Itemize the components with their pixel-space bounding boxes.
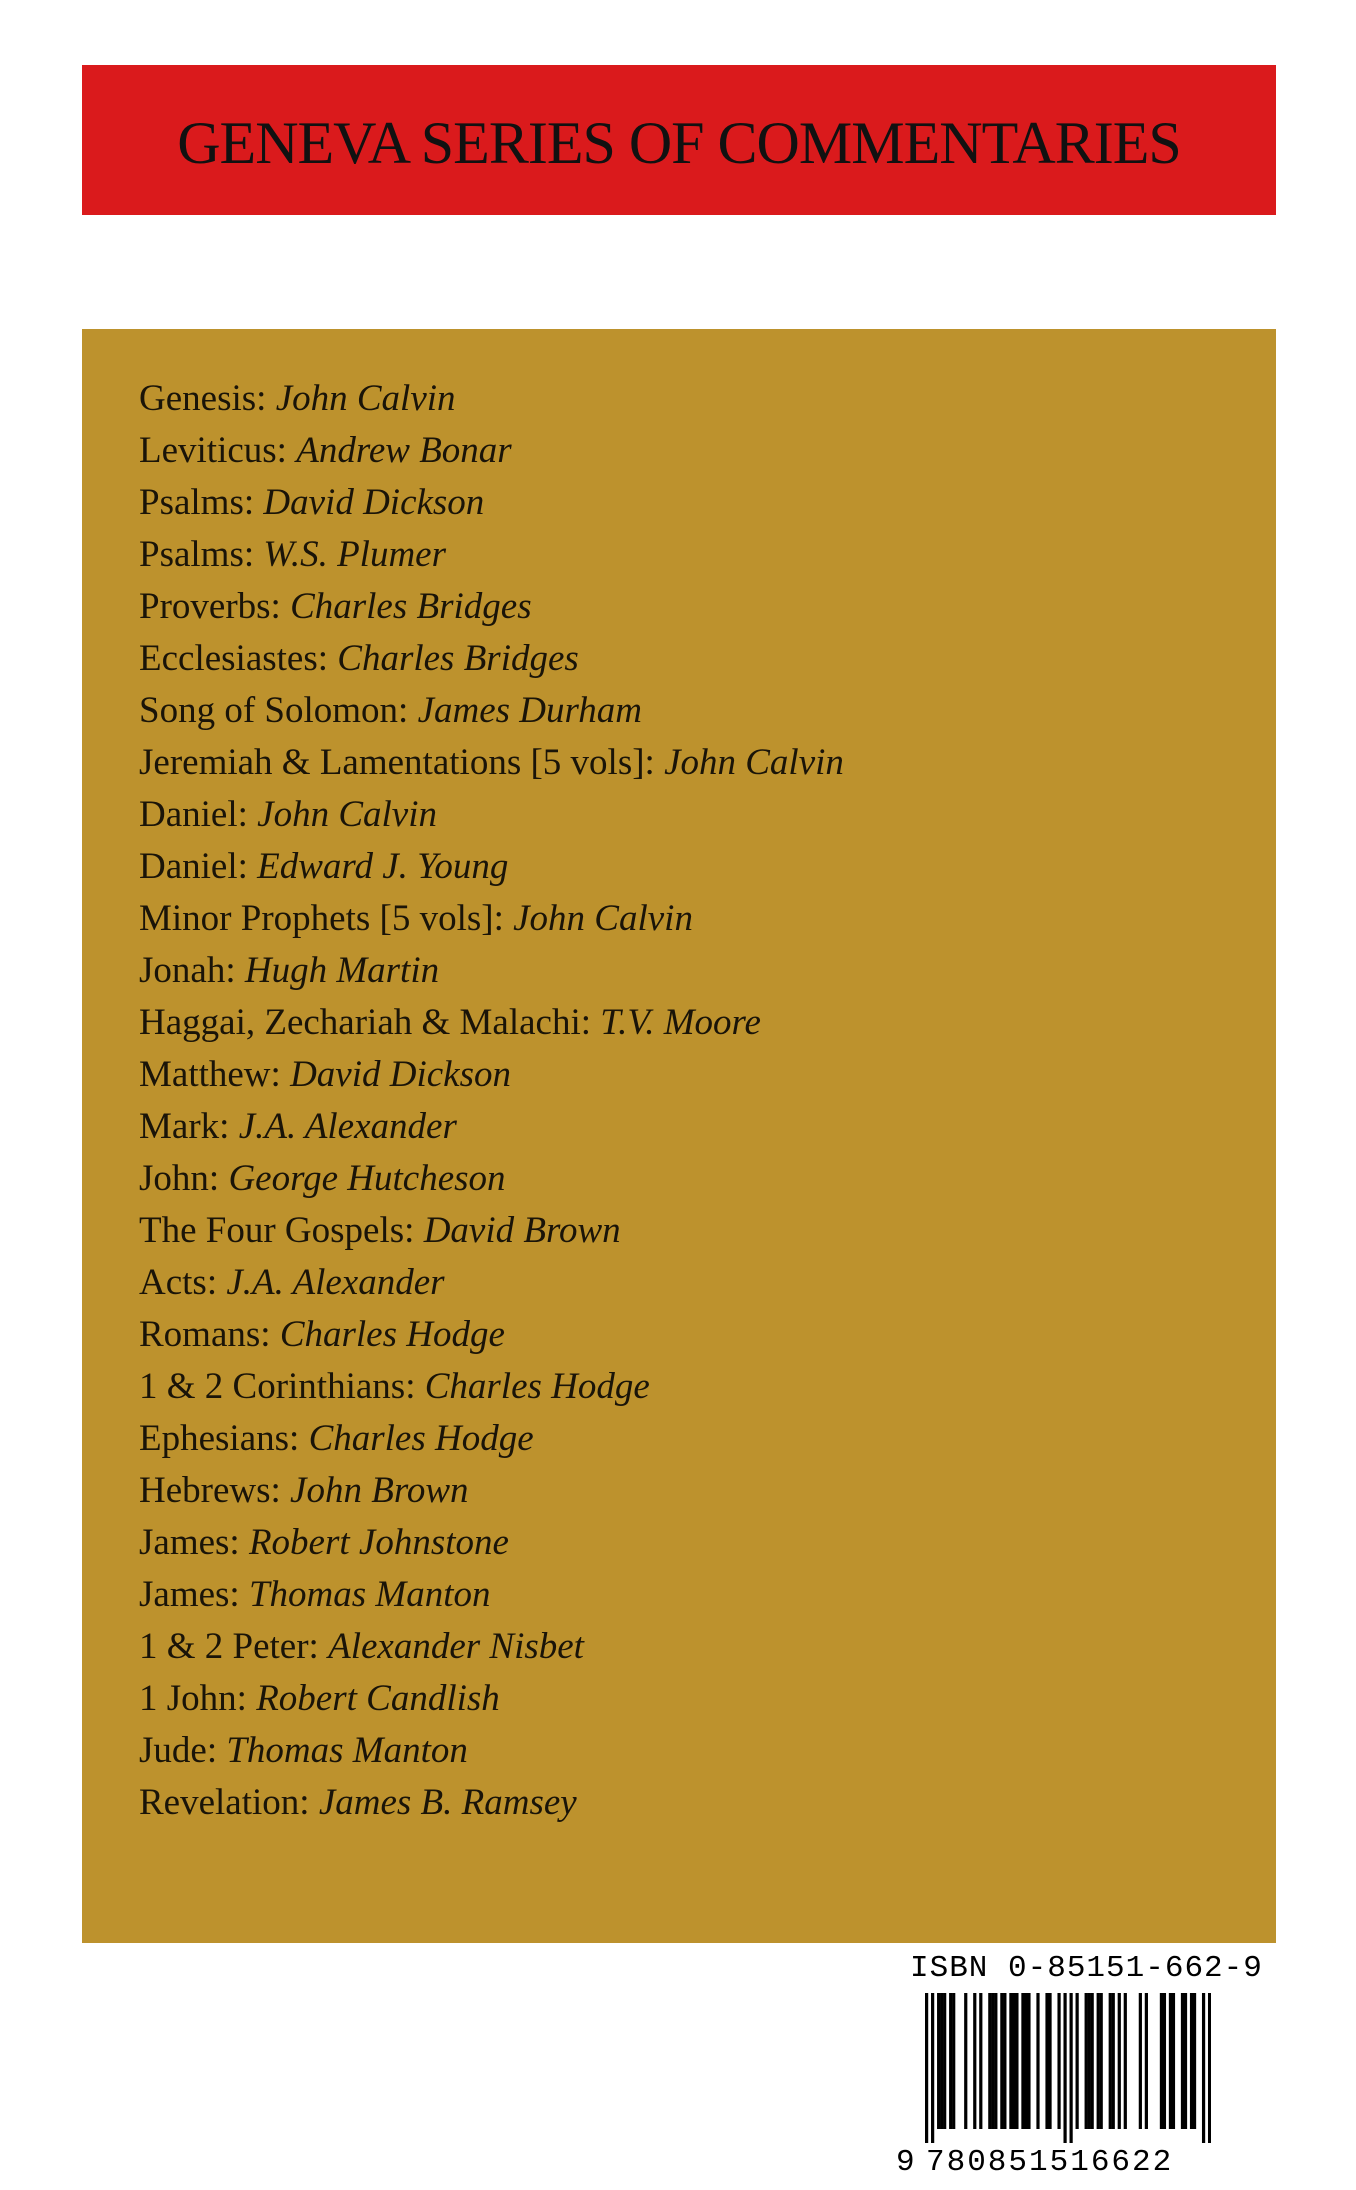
book-name: Jude: bbox=[139, 1730, 218, 1771]
barcode-bar bbox=[979, 1993, 982, 2129]
barcode-bar bbox=[1024, 1993, 1027, 2129]
barcode-bar bbox=[1172, 1993, 1175, 2129]
barcode-bar bbox=[1190, 1993, 1193, 2129]
barcode-bar bbox=[943, 1993, 946, 2129]
barcode-bar bbox=[1160, 1993, 1163, 2129]
commentary-entry bbox=[139, 997, 844, 1049]
book-name: Revelation: bbox=[139, 1782, 310, 1823]
book-name: Jeremiah & Lamentations [5 vols]: bbox=[139, 742, 655, 783]
author-name: John Calvin bbox=[513, 898, 693, 939]
title-banner bbox=[82, 65, 1276, 215]
barcode-bar bbox=[1163, 1993, 1166, 2129]
author-name: Robert Johnstone bbox=[248, 1522, 509, 1563]
barcode-bar bbox=[1100, 1993, 1103, 2129]
author-name: Edward J. Young bbox=[257, 846, 509, 887]
author-name: George Hutcheson bbox=[228, 1158, 506, 1199]
author-name: Robert Candlish bbox=[256, 1678, 500, 1719]
book-name: 1 & 2 Corinthians: bbox=[139, 1366, 416, 1407]
commentary-entry bbox=[139, 945, 844, 997]
book-name: Genesis: bbox=[139, 378, 267, 419]
author-name: Thomas Manton bbox=[248, 1574, 491, 1615]
commentary-entry bbox=[139, 581, 844, 633]
commentary-entry bbox=[139, 1517, 844, 1569]
commentary-entry bbox=[139, 633, 844, 685]
commentary-entry bbox=[139, 1257, 844, 1309]
commentary-entry bbox=[139, 789, 844, 841]
book-name: Romans: bbox=[139, 1314, 271, 1355]
book-name: Daniel: bbox=[139, 794, 248, 835]
book-name: Psalms: bbox=[139, 482, 255, 523]
barcode-bar bbox=[1057, 1993, 1060, 2129]
commentary-entry bbox=[139, 425, 844, 477]
barcode-bar bbox=[1118, 1993, 1121, 2129]
barcode-bar bbox=[937, 1993, 940, 2129]
barcode-bar bbox=[1009, 1993, 1012, 2129]
author-name: David Brown bbox=[423, 1210, 621, 1251]
book-name: Ephesians: bbox=[139, 1418, 300, 1459]
book-name: Song of Solomon: bbox=[139, 690, 409, 731]
barcode-bar bbox=[925, 1993, 928, 2143]
commentary-entry bbox=[139, 1777, 844, 1829]
barcode-bar bbox=[994, 1993, 997, 2129]
book-name: 1 & 2 Peter: bbox=[139, 1626, 319, 1667]
commentary-entry bbox=[139, 1465, 844, 1517]
book-name: The Four Gospels: bbox=[139, 1210, 415, 1251]
author-name: Charles Bridges bbox=[337, 638, 579, 679]
barcode-bar bbox=[931, 1993, 934, 2143]
barcode-bar bbox=[1202, 1993, 1205, 2143]
barcode-bar bbox=[1015, 1993, 1018, 2129]
commentary-entry bbox=[139, 685, 844, 737]
author-name: J.A. Alexander bbox=[226, 1262, 445, 1303]
barcode-bar bbox=[991, 1993, 994, 2129]
barcode-bar bbox=[1181, 1993, 1184, 2129]
barcode-bar bbox=[1088, 1993, 1091, 2129]
barcode-bar bbox=[1085, 1993, 1088, 2129]
commentary-entry bbox=[139, 1205, 844, 1257]
commentary-entry bbox=[139, 529, 844, 581]
barcode-bar bbox=[1036, 1993, 1039, 2129]
barcode-bar bbox=[940, 1993, 943, 2129]
book-name: Leviticus: bbox=[139, 430, 287, 471]
barcode-bar bbox=[1048, 1993, 1051, 2129]
barcode-bar bbox=[952, 1993, 955, 2129]
commentary-entry bbox=[139, 1153, 844, 1205]
author-name: Thomas Manton bbox=[226, 1730, 468, 1771]
barcode-bar bbox=[1112, 1993, 1115, 2129]
author-name: Andrew Bonar bbox=[296, 430, 512, 471]
barcode-bar bbox=[1045, 1993, 1048, 2129]
barcode-bar bbox=[1109, 1993, 1112, 2129]
barcode-bar bbox=[949, 1993, 952, 2129]
author-name: Charles Hodge bbox=[424, 1366, 650, 1407]
commentary-entry bbox=[139, 1725, 844, 1777]
barcode-bar bbox=[1169, 1993, 1172, 2129]
commentary-entry bbox=[139, 1673, 844, 1725]
isbn-label: ISBN 0-85151-662-9 bbox=[910, 1951, 1263, 1986]
author-name: David Dickson bbox=[263, 482, 485, 523]
book-name: Mark: bbox=[139, 1106, 230, 1147]
series-title: GENEVA SERIES OF COMMENTARIES bbox=[177, 109, 1181, 176]
book-name: Daniel: bbox=[139, 846, 248, 887]
barcode-bar bbox=[1091, 1993, 1094, 2129]
barcode-bar bbox=[1145, 1993, 1148, 2129]
commentary-list-panel bbox=[82, 329, 1276, 2180]
book-name: Proverbs: bbox=[139, 586, 281, 627]
commentary-entry bbox=[139, 373, 844, 425]
author-name: John Brown bbox=[290, 1470, 469, 1511]
author-name: T.V. Moore bbox=[600, 1002, 761, 1043]
barcode-bar bbox=[973, 1993, 976, 2129]
commentary-entry bbox=[139, 1621, 844, 1673]
barcode-bar bbox=[1124, 1993, 1127, 2129]
barcode-bar bbox=[1097, 1993, 1100, 2129]
commentary-entry bbox=[139, 477, 844, 529]
isbn-barcode bbox=[888, 1945, 1263, 2190]
author-name: Hugh Martin bbox=[244, 950, 440, 991]
author-name: Charles Hodge bbox=[279, 1314, 505, 1355]
commentary-entry bbox=[139, 1309, 844, 1361]
barcode-bar bbox=[1000, 1993, 1003, 2129]
author-name: John Calvin bbox=[275, 378, 456, 419]
ean-digit-group: 780851516622 bbox=[926, 2145, 1174, 2180]
book-name: James: bbox=[139, 1522, 240, 1563]
barcode-bar bbox=[1063, 1993, 1066, 2143]
barcode-bar bbox=[1193, 1993, 1196, 2129]
book-name: 1 John: bbox=[139, 1678, 247, 1719]
author-name: James Durham bbox=[417, 690, 642, 731]
ean-first-digit: 9 bbox=[896, 2145, 915, 2180]
author-name: David Dickson bbox=[290, 1054, 511, 1095]
commentary-entry bbox=[139, 1049, 844, 1101]
barcode-bar bbox=[1027, 1993, 1030, 2129]
commentary-entry bbox=[139, 1569, 844, 1621]
author-name: John Calvin bbox=[664, 742, 844, 783]
barcode-bar bbox=[988, 1993, 991, 2129]
book-name: Matthew: bbox=[139, 1054, 281, 1095]
book-name: Haggai, Zechariah & Malachi: bbox=[139, 1002, 592, 1043]
commentary-list bbox=[139, 373, 844, 1829]
barcode-bar bbox=[1021, 1993, 1024, 2129]
barcode-bar bbox=[1076, 1993, 1079, 2129]
author-name: W.S. Plumer bbox=[263, 534, 446, 575]
book-name: Hebrews: bbox=[139, 1470, 281, 1511]
book-name: James: bbox=[139, 1574, 240, 1615]
barcode-bar bbox=[1003, 1993, 1006, 2129]
commentary-entry bbox=[139, 1361, 844, 1413]
barcode-bars bbox=[925, 1993, 1211, 2143]
book-name: Acts: bbox=[139, 1262, 218, 1303]
barcode-bar bbox=[964, 1993, 967, 2129]
barcode-bar bbox=[1184, 1993, 1187, 2129]
author-name: John Calvin bbox=[257, 794, 437, 835]
author-name: J.A. Alexander bbox=[238, 1106, 457, 1147]
barcode-bar bbox=[1139, 1993, 1142, 2129]
book-name: Jonah: bbox=[139, 950, 236, 991]
book-name: Psalms: bbox=[139, 534, 255, 575]
commentary-entry bbox=[139, 1101, 844, 1153]
author-name: Alexander Nisbet bbox=[328, 1626, 584, 1667]
barcode-bar bbox=[1208, 1993, 1211, 2143]
book-name: Ecclesiastes: bbox=[139, 638, 329, 679]
barcode-bar bbox=[1012, 1993, 1015, 2129]
author-name: Charles Bridges bbox=[290, 586, 532, 627]
author-name: Charles Hodge bbox=[308, 1418, 534, 1459]
commentary-entry bbox=[139, 893, 844, 945]
author-name: James B. Ramsey bbox=[318, 1782, 577, 1823]
commentary-entry bbox=[139, 737, 844, 789]
commentary-entry bbox=[139, 841, 844, 893]
book-name: Minor Prophets [5 vols]: bbox=[139, 898, 504, 939]
book-name: John: bbox=[139, 1158, 220, 1199]
barcode-bar bbox=[1070, 1993, 1073, 2143]
commentary-entry bbox=[139, 1413, 844, 1465]
